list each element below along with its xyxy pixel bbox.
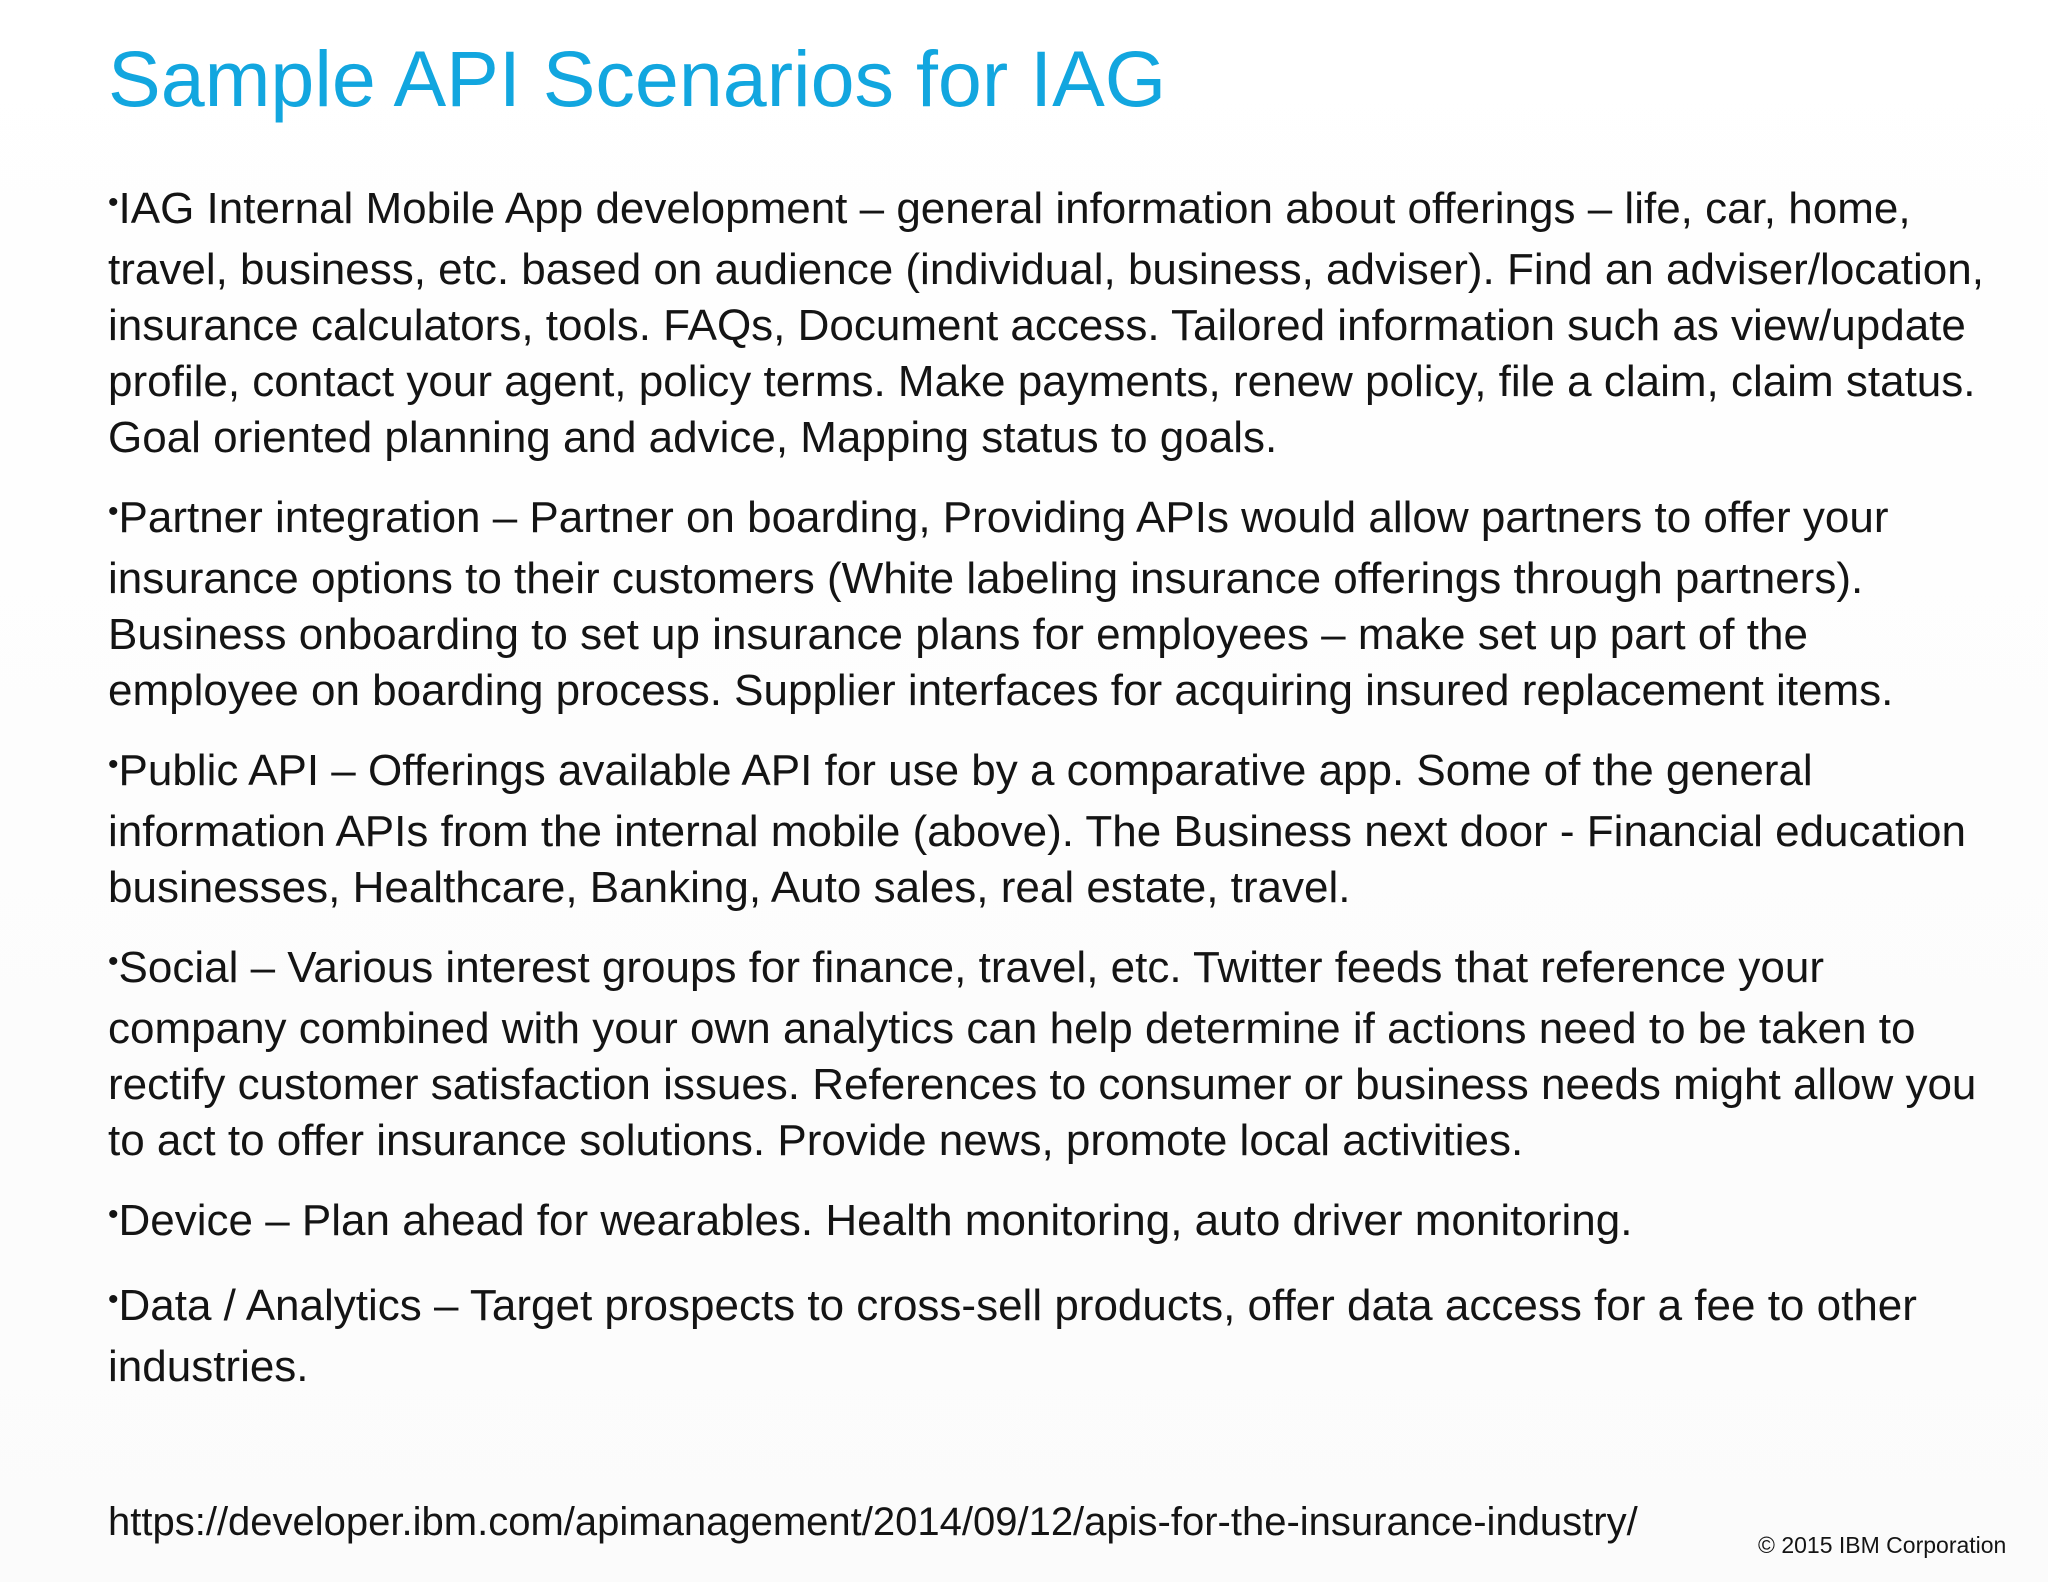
bullet-text: Public API – Offerings available API for use by a comparative app. Some of the general information APIs from the internal mobile (above). The Business next door - Financial education businesses, Healthcare, Banking, Auto sales, real estate, travel. xyxy=(108,746,1966,912)
bullet-partner-integration xyxy=(108,490,2008,719)
bullet-device xyxy=(108,1193,2008,1254)
bullet-marker: • xyxy=(108,1198,119,1231)
slide-title: Sample API Scenarios for IAG xyxy=(108,34,1167,123)
bullet-marker: • xyxy=(108,186,119,219)
bullet-list xyxy=(108,181,2008,1419)
copyright-notice: © 2015 IBM Corporation xyxy=(1758,1532,2007,1558)
bullet-marker: • xyxy=(108,748,119,781)
source-url-link[interactable]: https://developer.ibm.com/apimanagement/2014/09/12/apis-for-the-insurance-industry/ xyxy=(108,1500,1638,1544)
bullet-marker: • xyxy=(108,1283,119,1316)
bullet-mobile-app xyxy=(108,181,2008,466)
bullet-text: Partner integration – Partner on boarding, Providing APIs would allow partners to offer your insurance options to their customers (White labeling insurance offerings through partners). Business onboarding to set up insurance plans for employees – make set up part of the employee on boarding process. Supplier interfaces for acquiring insured replacement items. xyxy=(108,493,1894,715)
bullet-text: Social – Various interest groups for finance, travel, etc. Twitter feeds that reference your company combined with your own analytics can help determine if actions need to be taken to rectify customer satisfaction issues. References to consumer or business needs might allow you to act to offer insurance solutions. Provide news, promote local activities. xyxy=(108,943,1977,1165)
bullet-public-api xyxy=(108,743,2008,916)
bullet-text: Data / Analytics – Target prospects to cross-sell products, offer data access for a fee to other industries. xyxy=(108,1281,1917,1391)
bullet-marker: • xyxy=(108,495,119,528)
bullet-marker: • xyxy=(108,945,119,978)
bullet-social xyxy=(108,940,2008,1169)
bullet-data-analytics xyxy=(108,1278,2008,1395)
bullet-text: Device – Plan ahead for wearables. Health monitoring, auto driver monitoring. xyxy=(118,1196,1633,1245)
bullet-text: IAG Internal Mobile App development – general information about offerings – life, car, home, travel, business, etc. based on audience (individual, business, adviser). Find an adviser/location, insurance calculators, tools. FAQs, Document access. Tailored information such as view/update profile, contact your agent, policy terms. Make payments, renew policy, file a claim, claim status. Goal oriented planning and advice, Mapping status to goals. xyxy=(108,184,1984,462)
